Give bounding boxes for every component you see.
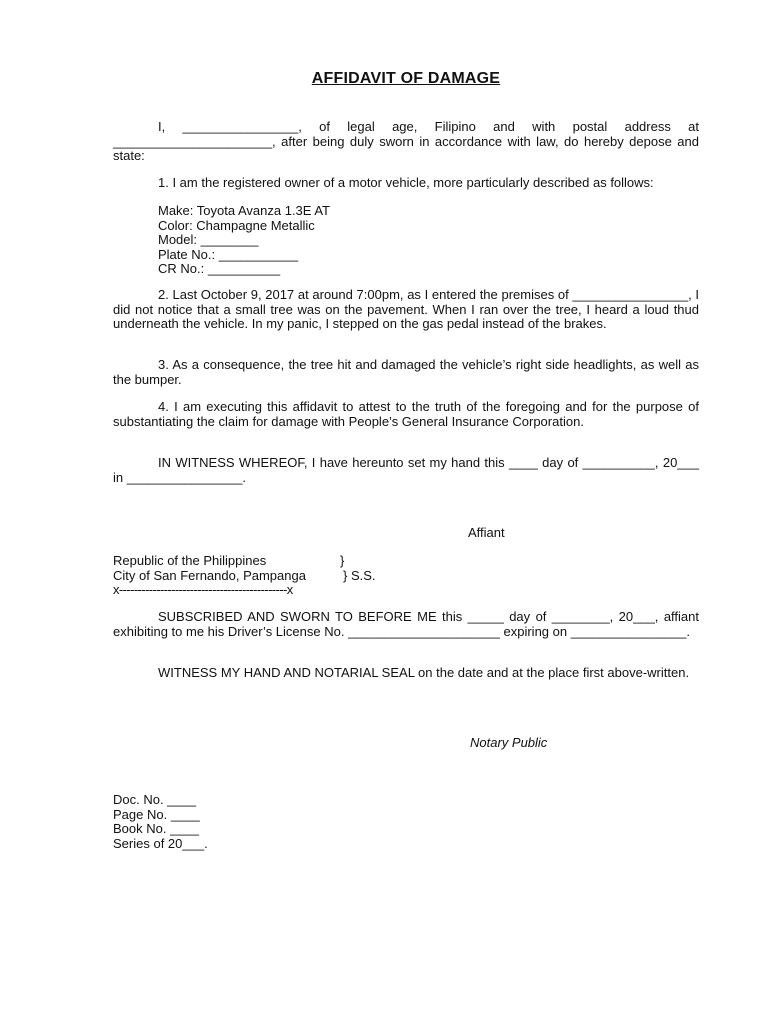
paragraph-2: 2. Last October 9, 2017 at around 7:00pm, as I entered the premises of ________________, I did not notice that a small tree was on the pavement. When I ran over the tree, I heard a loud thud underneath the vehicle. In my panic, I stepped on the gas pedal instead of the brakes. (113, 287, 699, 331)
document-title: AFFIDAVIT OF DAMAGE (311, 70, 501, 87)
notary-public-label: Notary Public (470, 735, 548, 750)
venue-country: Republic of the Philippines (113, 553, 267, 568)
book-no: Book No. ____ (113, 821, 200, 836)
vehicle-details (158, 204, 330, 277)
affiant-label: Affiant (468, 525, 505, 540)
intro-paragraph: I, ________________, of legal age, Filipino and with postal address at ______________________, after being duly sworn in accordance with law, do hereby depose and state: (113, 119, 699, 163)
page-no: Page No. ____ (113, 806, 200, 822)
venue-brace-1: } (340, 553, 345, 568)
venue-city: City of San Fernando, Pampanga (113, 567, 306, 583)
paragraph-4: 4. I am executing this affidavit to attest to the truth of the foregoing and for the purpose of substantiating the claim for damage with People’s General Insurance Corporation. (113, 399, 699, 429)
venue-brace-ss: } S.S. (343, 567, 376, 583)
subscribed-paragraph: SUBSCRIBED AND SWORN TO BEFORE ME this _____ day of ________, 20___, affiant exhibiting to me his Driver’s License No. _____________________ expiring on ________________. (113, 609, 699, 639)
witness-paragraph: IN WITNESS WHEREOF, I have hereunto set my hand this ____ day of __________, 20___ in ________________. (113, 455, 699, 485)
doc-numbers-block (113, 793, 208, 851)
notarial-paragraph: WITNESS MY HAND AND NOTARIAL SEAL on the date and at the place first above-written. (158, 665, 690, 680)
venue-block (113, 553, 376, 598)
vehicle-cr: CR No.: __________ (158, 261, 281, 276)
vehicle-color: Color: Champagne Metallic (158, 217, 315, 233)
doc-no: Doc. No. ____ (113, 792, 197, 807)
vehicle-make: Make: Toyota Avanza 1.3E AT (158, 203, 330, 218)
paragraph-3: 3. As a consequence, the tree hit and damaged the vehicle’s right side headlights, as well as the bumper. (113, 357, 699, 387)
venue-divider: x---------------------------------------------x (113, 582, 293, 597)
vehicle-model: Model: ________ (158, 232, 259, 247)
vehicle-plate: Plate No.: ___________ (158, 246, 299, 262)
series-no: Series of 20___. (113, 835, 208, 851)
paragraph-1: 1. I am the registered owner of a motor vehicle, more particularly described as follows: (158, 175, 654, 190)
